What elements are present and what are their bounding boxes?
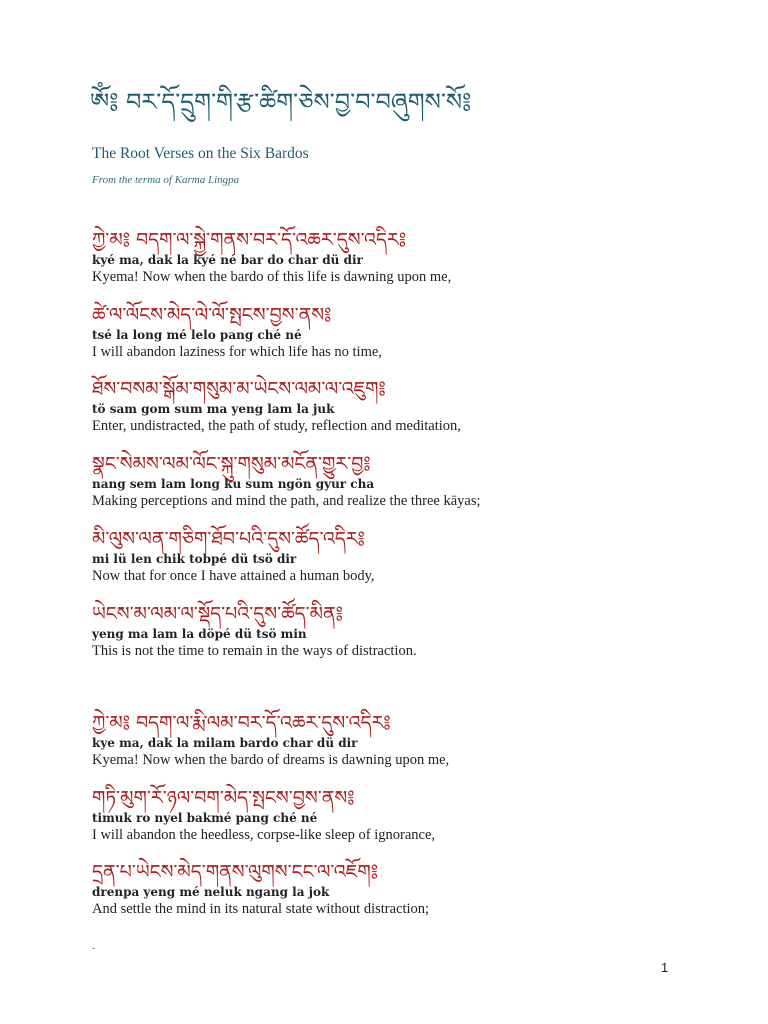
verse-translation: Making perceptions and mind the path, and realize the three kāyas; [92,493,481,509]
verse-tibetan: ཚེ་ལ་ལོངས་མེད་ལེ་ལོ་སྤངས་བྱས་ནས༔ [92,304,332,326]
verse-transliteration: drenpa yeng mé neluk ngang la jok [92,885,330,899]
verse-block [92,304,692,361]
verse-translation: This is not the time to remain in the ways of distraction. [92,643,417,659]
verse-tibetan: གཏི་མུག་རོ་ཉལ་བག་མེད་སྤངས་བྱས་ནས༔ [92,787,355,809]
verse-transliteration: kye ma, dak la milam bardo char dü dir [92,736,358,750]
verse-tibetan: ཀྱེ་མ༔ བདག་ལ་སྐྱེ་གནས་བར་དོ་འཆར་དུས་འདིར༔ [92,229,407,251]
document-title: The Root Verses on the Six Bardos [92,145,309,162]
verse-block [92,453,692,510]
verse-block [92,787,692,844]
verse-transliteration: kyé ma, dak la kyé né bar do char dü dir [92,253,363,267]
verse-tibetan: སྣང་སེམས་ལམ་ལོང་སྐུ་གསུམ་མངོན་གྱུར་བྱ༔ [92,453,371,475]
verse-translation: Kyema! Now when the bardo of dreams is dawning upon me, [92,752,450,768]
verse-block [92,861,692,918]
verse-tibetan: མི་ལུས་ལན་གཅིག་ཐོབ་པའི་དུས་ཚོད་འདིར༔ [92,528,365,550]
verse-tibetan: ཡེངས་མ་ལམ་ལ་སྡོད་པའི་དུས་ཚོད་མིན༔ [92,603,343,625]
verse-transliteration: tö sam gom sum ma yeng lam la juk [92,402,335,416]
verse-translation: Kyema! Now when the bardo of this life is dawning upon me, [92,269,452,285]
stray-mark: - [92,944,96,954]
verse-tibetan: ཀྱེ་མ༔ བདག་ལ་རྨི་ལམ་བར་དོ་འཆར་དུས་འདིར༔ [92,712,391,734]
verse-translation: I will abandon the heedless, corpse-like sleep of ignorance, [92,827,436,843]
verse-transliteration: timuk ro nyel bakmé pang ché né [92,811,318,825]
document-subtitle: From the terma of Karma Lingpa [92,174,240,186]
verse-transliteration: nang sem lam long ku sum ngön gyur cha [92,477,375,491]
verse-block [92,603,692,660]
verse-translation: I will abandon laziness for which life has no time, [92,344,382,360]
verse-transliteration: tsé la long mé lelo pang ché né [92,328,302,342]
verse-block [92,229,692,286]
verse-tibetan: ཐོས་བསམ་སྒོམ་གསུམ་མ་ཡེངས་ལམ་ལ་འཇུག༔ [92,378,386,400]
verse-transliteration: mi lü len chik tobpé dü tsö dir [92,552,297,566]
verse-block [92,378,692,435]
verse-translation: Enter, undistracted, the path of study, reflection and meditation, [92,418,461,434]
tibetan-title: ཨོཾ༔ བར་དོ་དྲུག་གི་རྩ་ཚིག་ཅེས་བྱ་བ་བཞུགས་སོ༔ [90,88,472,116]
verse-tibetan: དྲན་པ་ཡེངས་མེད་གནས་ལུགས་ངང་ལ་འཇོག༔ [92,861,378,883]
verse-block [92,528,692,585]
verse-translation: And settle the mind in its natural state without distraction; [92,901,430,917]
page-number: 1 [661,960,669,975]
verse-transliteration: yeng ma lam la döpé dü tsö min [92,627,307,641]
verse-translation: Now that for once I have attained a human body, [92,568,375,584]
verse-block [92,712,692,769]
